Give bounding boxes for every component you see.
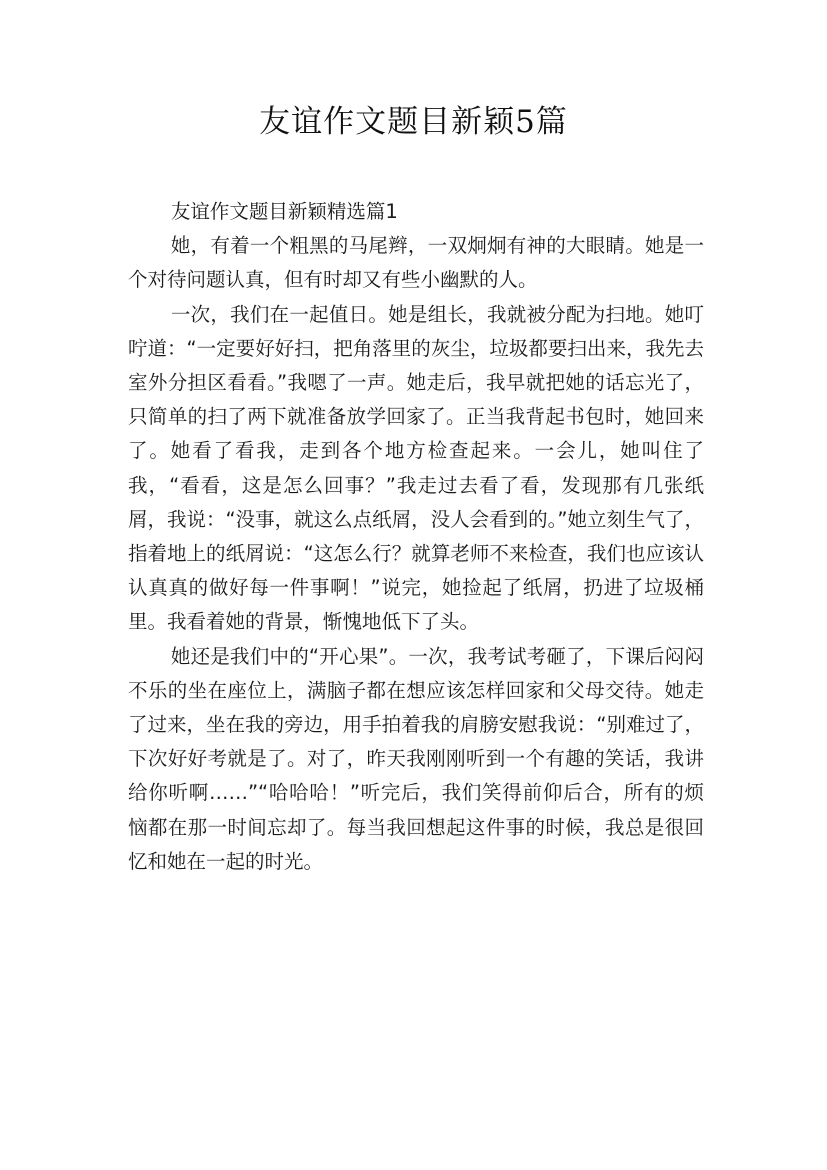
document-title: 友谊作文题目新颖5篇 (259, 104, 568, 140)
paragraph-1: 她，有着一个粗黑的马尾辫，一双炯炯有神的大眼睛。她是一个对待问题认真，但有时却又有些小幽默的人。 (128, 234, 704, 292)
paragraph-3: 她还是我们中的“开心果”。一次，我考试考砸了，下课后闷闷不乐的坐在座位上，满脑子都在想应该怎样回家和父母交待。她走了过来，坐在我的旁边，用手拍着我的肩膀安慰我说：“别难过了，下次好好考就是了。对了，昨天我刚刚听到一个有趣的笑话，我讲给你听啊……”“哈哈哈！”听完后，我们笑得前仰后合，所有的烦恼都在那一时间忘却了。每当我回想起这件事的时候，我总是很回忆和她在一起的时光。 (128, 644, 704, 873)
section-heading: 友谊作文题目新颖精选篇1 (170, 200, 398, 223)
document-body (128, 195, 704, 879)
paragraph-2: 一次，我们在一起值日。她是组长，我就被分配为扫地。她叮咛道：“一定要好好扫，把角落里的灰尘，垃圾都要扫出来，我先去室外分担区看看。”我嗯了一声。她走后，我早就把她的话忘光了，只简单的扫了两下就准备放学回家了。正当我背起书包时，她回来了。她看了看我，走到各个地方检查起来。一会儿，她叫住了我，“看看，这是怎么回事？”我走过去看了看，发现那有几张纸屑，我说：“没事，就这么点纸屑，没人会看到的。”她立刻生气了，指着地上的纸屑说：“这怎么行？就算老师不来检查，我们也应该认认真真的做好每一件事啊！”说完，她捡起了纸屑，扔进了垃圾桶里。我看着她的背景，惭愧地低下了头。 (128, 302, 704, 634)
